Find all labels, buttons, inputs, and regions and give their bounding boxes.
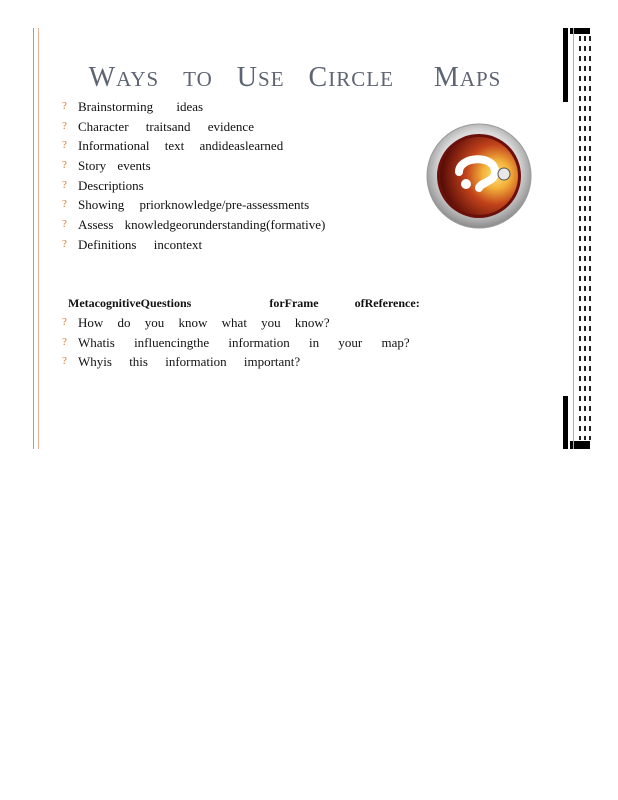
bullet-icon: ? bbox=[62, 237, 67, 250]
subheading-part: ofReference: bbox=[354, 296, 420, 310]
title-word: USE bbox=[236, 62, 285, 93]
list-item-text: Story events bbox=[78, 158, 151, 174]
list-item bbox=[62, 117, 325, 137]
list-item bbox=[62, 313, 410, 333]
bullet-icon: ? bbox=[62, 198, 67, 211]
bullet-icon: ? bbox=[62, 159, 67, 172]
subheading-part: forFrame bbox=[269, 296, 319, 310]
list-item bbox=[62, 195, 325, 215]
list-item bbox=[62, 136, 325, 156]
list-item-text: Character traitsand evidence bbox=[78, 118, 254, 134]
title-word: CIRCLE bbox=[308, 62, 394, 93]
title-word: MAPS bbox=[433, 62, 502, 93]
uses-list bbox=[62, 97, 325, 255]
bullet-icon: ? bbox=[62, 335, 67, 348]
bullet-icon: ? bbox=[62, 316, 67, 328]
question-mark-swirl-icon bbox=[425, 122, 533, 230]
title-word: TO bbox=[183, 67, 213, 91]
list-item bbox=[62, 97, 325, 117]
title-word: WAYS bbox=[88, 62, 160, 93]
bullet-icon: ? bbox=[62, 355, 67, 368]
bullet-icon: ? bbox=[62, 218, 67, 231]
right-border-dashes-1 bbox=[579, 36, 581, 440]
list-item bbox=[62, 333, 410, 353]
list-item-text: Whyis this information important? bbox=[78, 354, 301, 370]
questions-list bbox=[62, 313, 410, 372]
list-item-text: Whatis influencingthe information in your map? bbox=[78, 334, 410, 350]
list-item bbox=[62, 156, 325, 176]
page-title bbox=[0, 62, 590, 94]
metacognitive-subheading bbox=[68, 296, 420, 311]
right-border-dashes-2 bbox=[584, 36, 586, 440]
right-border-dashes-3 bbox=[589, 36, 591, 440]
list-item-text: Brainstorming ideas bbox=[78, 99, 204, 114]
bullet-icon: ? bbox=[62, 178, 67, 191]
list-item-text: Assess knowledgeorunderstanding(formative) bbox=[78, 217, 326, 233]
right-border-bar-bottom bbox=[563, 396, 568, 449]
subheading-part: MetacognitiveQuestions bbox=[68, 296, 192, 310]
list-item-text: Descriptions bbox=[78, 177, 144, 193]
list-item bbox=[62, 235, 325, 255]
bullet-icon: ? bbox=[62, 100, 67, 112]
bullet-icon: ? bbox=[62, 119, 67, 132]
bullet-icon: ? bbox=[62, 139, 67, 152]
list-item bbox=[62, 352, 410, 372]
list-item bbox=[62, 176, 325, 196]
list-item-text: Showing priorknowledge/pre-assessments bbox=[78, 197, 310, 213]
list-item bbox=[62, 215, 325, 235]
list-item-text: Informational text andideaslearned bbox=[78, 138, 284, 154]
list-item-text: Definitions incontext bbox=[78, 236, 203, 252]
list-item-text: How do you know what you know? bbox=[78, 315, 330, 330]
